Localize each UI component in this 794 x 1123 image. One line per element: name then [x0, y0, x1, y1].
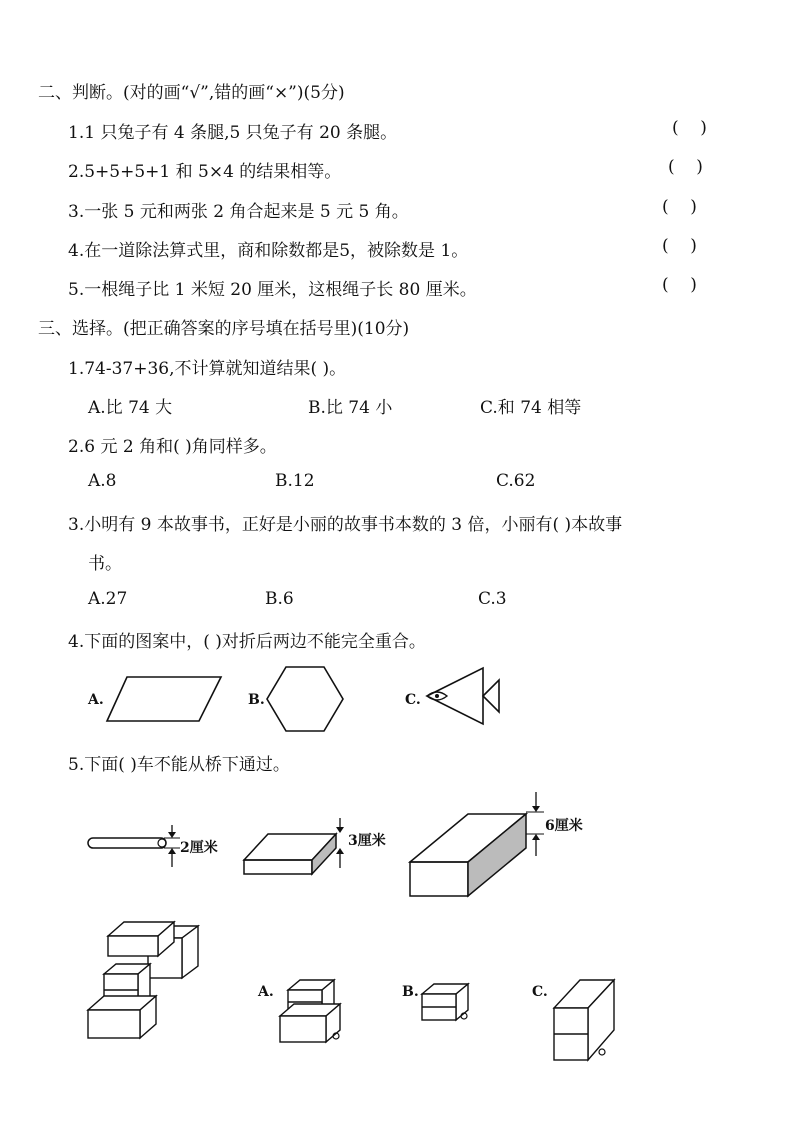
judge-item-5: 5.一根绳子比 1 米短 20 厘米，这根绳子长 80 厘米。	[68, 280, 477, 300]
hexagon-figure	[266, 665, 346, 735]
choice-q3-line1: 3.小明有 9 本故事书，正好是小丽的故事书本数的 3 倍，小丽有( )本故事	[68, 515, 623, 535]
judge-item-3: 3.一张 5 元和两张 2 角合起来是 5 元 5 角。	[68, 202, 409, 222]
q1-option-a[interactable]: A.比 74 大	[88, 398, 173, 418]
q5-label-a[interactable]: A.	[258, 984, 274, 1000]
q3-option-c[interactable]: C.3	[478, 589, 507, 609]
section-3-heading: 三、选择。(把正确答案的序号填在括号里)(10分)	[38, 319, 410, 339]
truck-b-figure	[420, 980, 476, 1026]
q2-option-c[interactable]: C.62	[496, 471, 536, 491]
truck-c-figure	[552, 974, 624, 1064]
q2-option-b[interactable]: B.12	[275, 471, 315, 491]
answer-paren-4[interactable]: ( )	[662, 236, 697, 256]
q5-label-c[interactable]: C.	[532, 984, 548, 1000]
dimension-3cm: 3厘米	[348, 833, 386, 849]
answer-paren-5[interactable]: ( )	[662, 275, 697, 295]
q5-label-b[interactable]: B.	[402, 984, 419, 1000]
stacked-blocks-figure	[86, 908, 206, 1042]
flat-slab-figure	[240, 812, 350, 882]
thin-bar-figure	[86, 823, 186, 869]
q4-label-a[interactable]: A.	[88, 692, 104, 708]
bridge-block-figure	[408, 790, 548, 900]
answer-paren-2[interactable]: ( )	[668, 157, 703, 177]
judge-item-2: 2.5+5+5+1 和 5×4 的结果相等。	[68, 162, 342, 182]
section-2-heading: 二、判断。(对的画“√”,错的画“×”)(5分)	[38, 83, 345, 103]
answer-paren-3[interactable]: ( )	[662, 197, 697, 217]
q3-option-a[interactable]: A.27	[88, 589, 128, 609]
q4-label-b[interactable]: B.	[248, 692, 265, 708]
choice-q5: 5.下面( )车不能从桥下通过。	[68, 755, 290, 775]
q1-option-b[interactable]: B.比 74 小	[308, 398, 393, 418]
choice-q2: 2.6 元 2 角和( )角同样多。	[68, 437, 277, 457]
choice-q1: 1.74-37+36,不计算就知道结果( )。	[68, 359, 347, 379]
judge-item-1: 1.1 只兔子有 4 条腿,5 只兔子有 20 条腿。	[68, 123, 398, 143]
dimension-2cm: 2厘米	[180, 840, 218, 856]
choice-q4: 4.下面的图案中，( )对折后两边不能完全重合。	[68, 632, 426, 652]
answer-paren-1[interactable]: ( )	[672, 118, 707, 138]
q3-option-b[interactable]: B.6	[265, 589, 294, 609]
fish-figure	[425, 666, 505, 726]
truck-a-figure	[278, 976, 350, 1046]
dimension-6cm: 6厘米	[545, 818, 583, 834]
q4-label-c[interactable]: C.	[405, 692, 421, 708]
q2-option-a[interactable]: A.8	[88, 471, 117, 491]
parallelogram-figure	[105, 675, 225, 725]
judge-item-4: 4.在一道除法算式里，商和除数都是5，被除数是 1。	[68, 241, 469, 261]
choice-q3-line2: 书。	[88, 554, 122, 574]
q1-option-c[interactable]: C.和 74 相等	[480, 398, 582, 418]
